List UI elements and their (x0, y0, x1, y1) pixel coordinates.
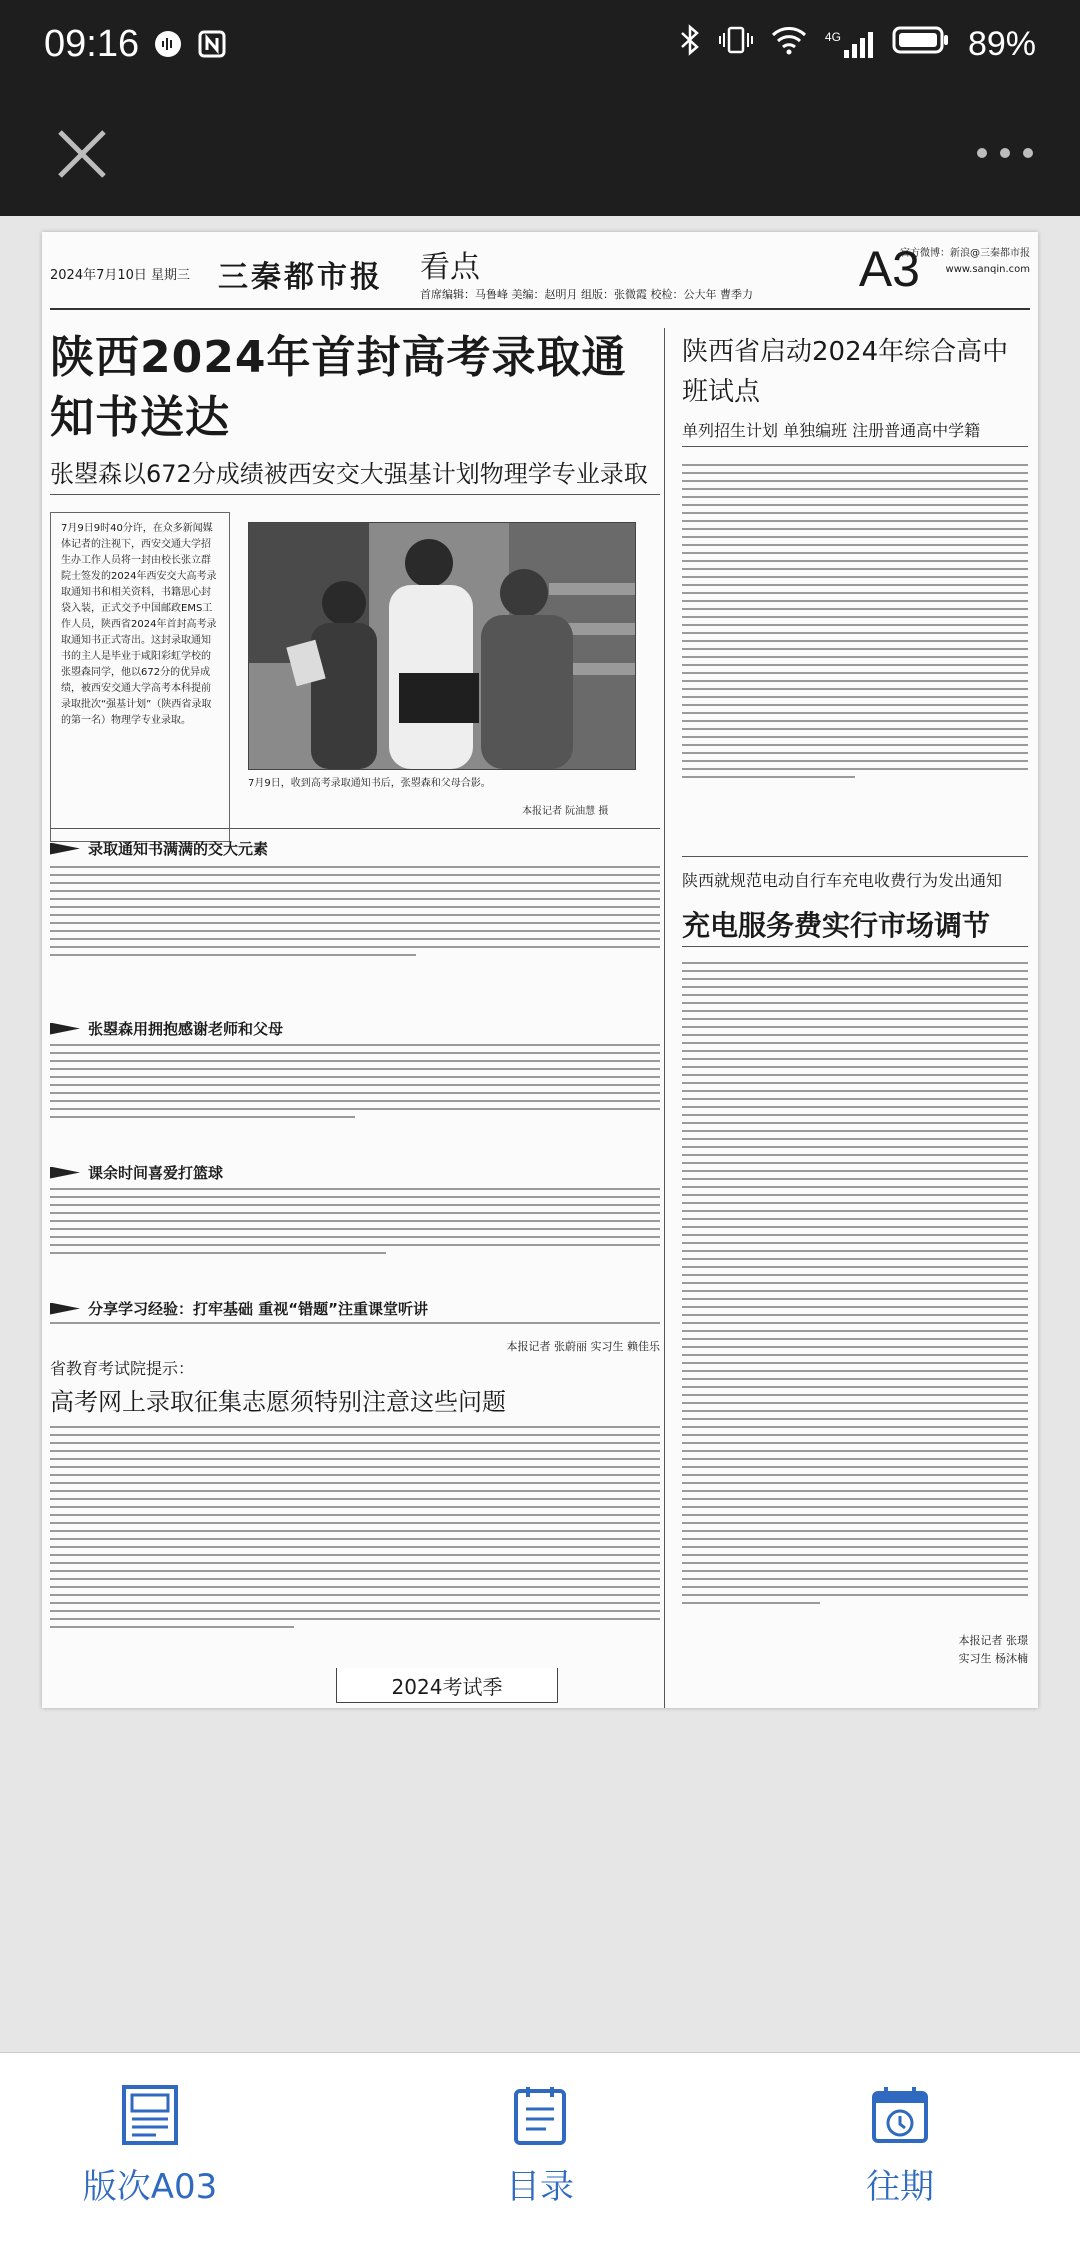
close-button[interactable] (52, 124, 112, 184)
divider (682, 946, 1028, 947)
byline-line: 实习生 杨沐楠 (958, 1652, 1028, 1665)
weibo-text: 官方微博：新浪@三秦都市报 (900, 248, 1030, 259)
section-name: 看点 (420, 250, 480, 285)
divider (682, 446, 1028, 447)
photo-caption: 7月9日，收到高考录取通知书后，张曌森和父母合影。 (248, 778, 491, 789)
section-heading (50, 1298, 428, 1319)
app-header (0, 88, 1080, 216)
section-heading-text: 课余时间喜爱打篮球 (88, 1164, 224, 1182)
bottom-headline[interactable]: 高考网上录取征集志愿须特别注意这些问题 (50, 1388, 506, 1416)
right-story2-byline (682, 1632, 1028, 1668)
bottom-navigation (0, 2052, 1080, 2245)
nav-edition-button[interactable] (30, 2083, 270, 2208)
nav-archive-label: 往期 (866, 2167, 934, 2207)
newspaper-page-icon (118, 2083, 182, 2147)
right-story2-kicker: 陕西就规范电动自行车充电收费行为发出通知 (682, 871, 1003, 890)
wifi-icon (771, 25, 807, 64)
column-divider (664, 328, 665, 1708)
newspaper-logo: 三秦都市报 (218, 260, 383, 295)
lead-photo[interactable] (248, 522, 636, 770)
nav-archive-button[interactable] (780, 2083, 1020, 2208)
divider (50, 494, 660, 495)
lead-headline[interactable]: 陕西2024年首封高考录取通知书送达 (50, 332, 627, 443)
table-of-contents-icon (508, 2083, 572, 2147)
nfc-icon (197, 29, 227, 59)
nav-edition-label: 版次A03 (82, 2167, 218, 2207)
section-heading (50, 1162, 223, 1183)
masthead (50, 238, 1030, 310)
right-story2-headline[interactable]: 充电服务费实行市场调节 (682, 909, 991, 942)
vibrate-icon (719, 25, 753, 64)
close-icon (52, 124, 112, 184)
byline-line: 本报记者 张璟 (958, 1634, 1028, 1647)
body-text-block (50, 1044, 660, 1154)
nav-contents-button[interactable] (420, 2083, 660, 2208)
family-photo-image (249, 523, 635, 769)
body-text-block (682, 464, 1028, 854)
section-heading (50, 838, 268, 859)
section-heading (50, 1018, 283, 1039)
newspaper-page[interactable] (42, 232, 1038, 1708)
bottom-kicker: 省教育考试院提示： (50, 1359, 195, 1378)
issue-date: 2024年7月10日 星期三 (50, 268, 191, 283)
body-text-block (50, 866, 660, 1006)
bluetooth-icon (679, 24, 701, 65)
battery-icon (892, 25, 950, 64)
voice-assistant-icon (153, 29, 183, 59)
clock: 09:16 (44, 22, 140, 65)
more-options-button[interactable] (970, 138, 1040, 168)
photo-credit: 本报记者 阮油慧 摄 (522, 806, 609, 817)
body-text-block (50, 1188, 660, 1288)
website-text: www.sanqin.com (945, 264, 1030, 275)
network-type: 4G (824, 30, 841, 44)
more-icon (970, 138, 1040, 168)
editor-credits: 首席编辑：马鲁峰 美编：赵明月 组版：张微霞 校检：公大年 曹季力 (420, 288, 753, 301)
calendar-history-icon (868, 2083, 932, 2147)
lead-subheadline: 张曌森以672分成绩被西安交大强基计划物理学专业录取 (50, 460, 648, 488)
page-viewer[interactable] (0, 216, 1080, 2052)
section-heading-text: 分享学习经验：打牢基础 重视“错题”注重课堂听讲 (88, 1300, 428, 1318)
lead-intro-box (50, 512, 230, 842)
body-text-block (50, 1426, 660, 1666)
lead-intro-text: 7月9日9时40分许，在众多新闻媒体记者的注视下，西安交通大学招生办工作人员将一封由校长张立群院士签发的2024年西安交大高考录取通知书和相关资料，书籍思心封袋入装，正式交予中国邮政EMS工作人员，陕西省2024年首封高考录取通知书正式寄出。这封录取通知书的主人是毕业于咸阳彩虹学校的张曌森同学，他以672分的优异成绩，被西安交通大学高考本科提前录取批次“强基计划”（陕西省录取的第一名）物理学专业录取。 (61, 523, 217, 726)
divider (50, 828, 660, 829)
right-story1-subheadline: 单列招生计划 单独编班 注册普通高中学籍 (682, 421, 981, 440)
page-number: A3 (858, 241, 920, 297)
exam-season-stamp: 2024考试季 (336, 1668, 558, 1703)
section-heading-text: 张曌森用拥抱感谢老师和父母 (88, 1020, 284, 1038)
masthead-contact (900, 246, 1030, 278)
nav-contents-label: 目录 (506, 2167, 574, 2207)
body-text-block (682, 962, 1028, 1622)
battery-percent: 89% (967, 24, 1036, 63)
divider (682, 856, 1028, 857)
section-heading-text: 录取通知书满满的交大元素 (88, 840, 269, 858)
signal-icon (825, 30, 874, 58)
lead-byline: 本报记者 张蔚丽 实习生 赖佳乐 (506, 1340, 660, 1353)
status-bar (0, 0, 1080, 88)
right-story1-headline[interactable]: 陕西省启动2024年综合高中班试点 (682, 337, 1009, 407)
body-text-block (50, 1322, 660, 1338)
